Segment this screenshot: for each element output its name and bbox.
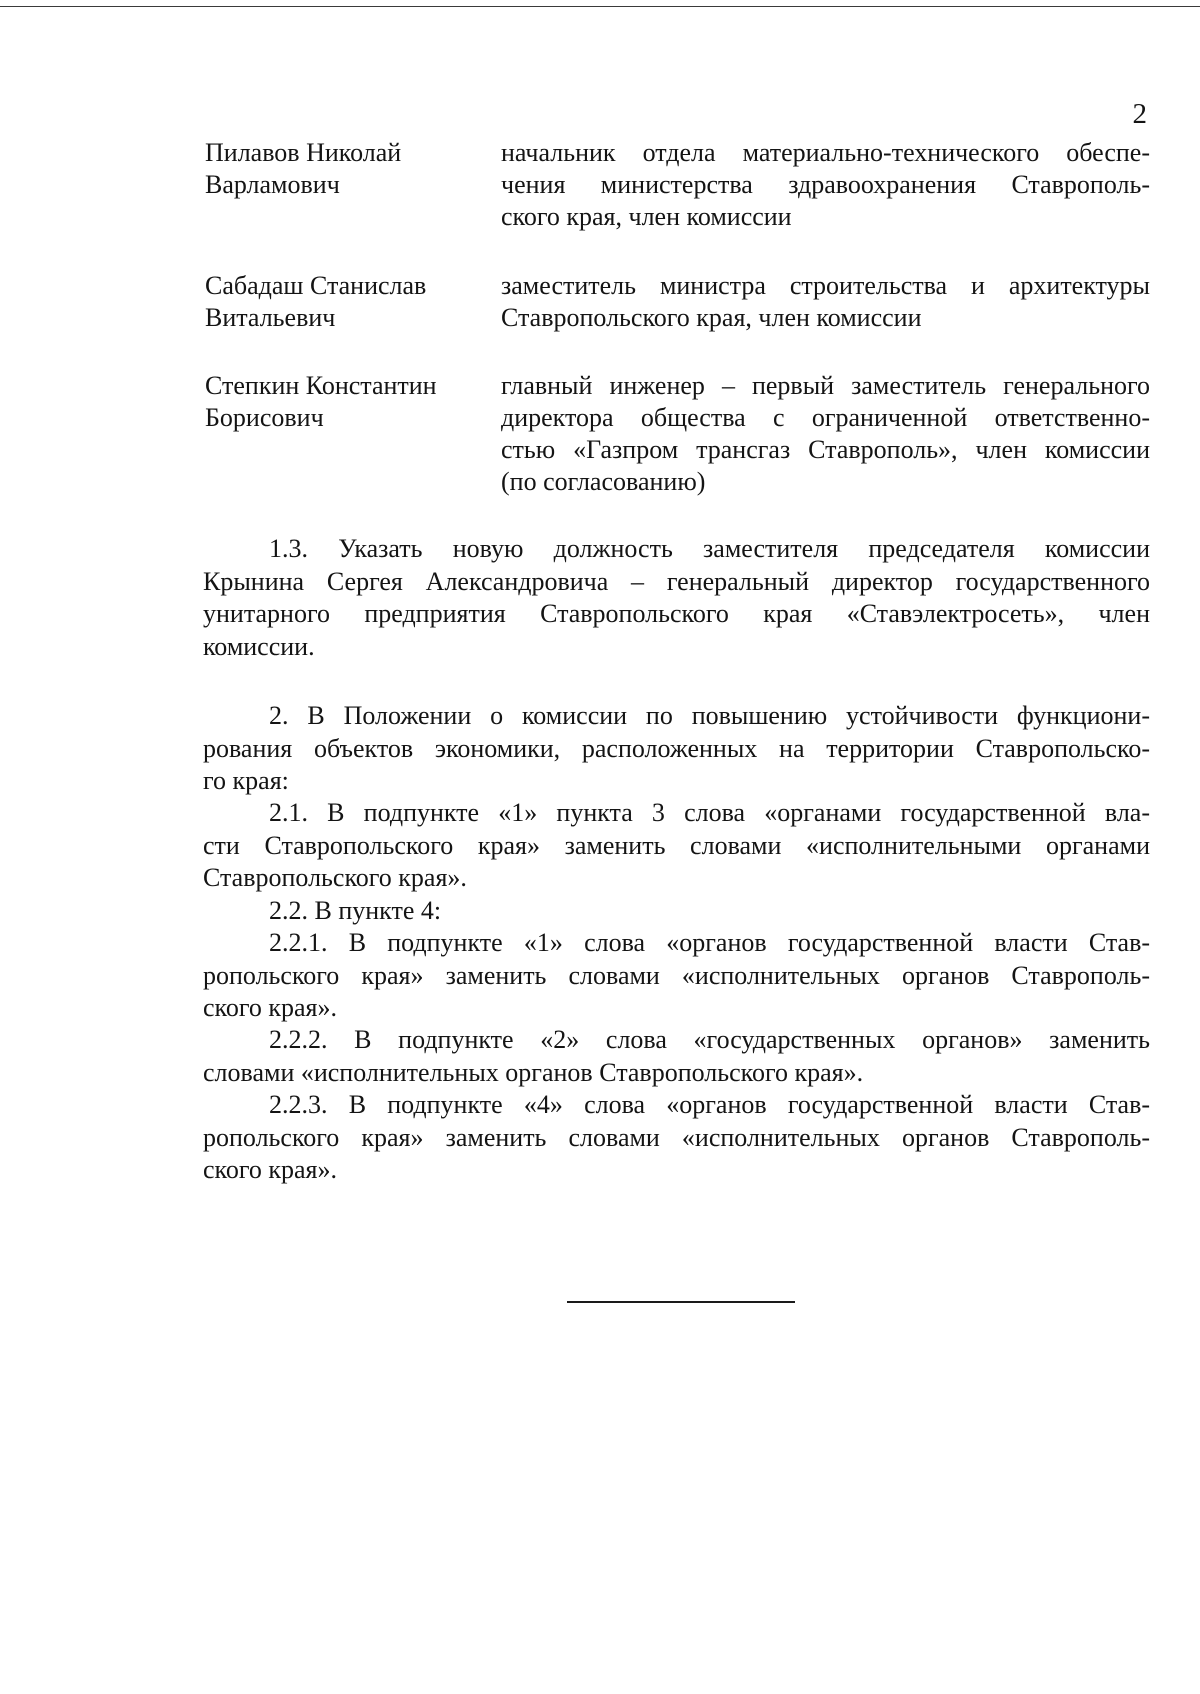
member-position <box>501 370 1150 498</box>
member-name-line: Степкин Константин <box>205 371 437 400</box>
paragraph-line: ропольского края» заменить словами «исполнительных органов Ставрополь- <box>203 960 1150 990</box>
paragraph-line: 2.2.3. В подпункте «4» слова «органов государственной власти Став- <box>269 1090 1150 1119</box>
paragraph-line: 2.2. В пункте 4: <box>269 896 442 925</box>
member-name <box>205 270 501 334</box>
member-position-line: заместитель министра строительства и архитектуры <box>501 271 1150 300</box>
paragraph-line: комиссии. <box>203 631 315 661</box>
member-position <box>501 137 1150 233</box>
page-number: 2 <box>1132 98 1147 130</box>
member-position <box>501 270 1150 334</box>
member-name-line: Пилавов Николай <box>205 138 402 167</box>
member-position-line: начальник отдела материально-технического обеспе- <box>501 138 1150 167</box>
paragraph-2 <box>203 700 1150 798</box>
paragraph-line: го края: <box>203 766 289 795</box>
commission-member <box>205 370 1150 498</box>
paragraph-2-1 <box>203 797 1150 895</box>
paragraph-line: Ставропольского края». <box>203 863 467 892</box>
paragraph-line: ского края». <box>203 1155 337 1184</box>
member-position-line: ского края, член комиссии <box>501 202 792 231</box>
member-name <box>205 137 501 233</box>
paragraph-line: 2.1. В подпункте «1» пункта 3 слова «органами государственной вла- <box>269 798 1150 827</box>
member-name-line: Варламович <box>205 170 340 199</box>
scan-top-edge-line <box>0 6 1200 7</box>
paragraph-line: сти Ставропольского края» заменить словами «исполнительными органами <box>203 830 1150 860</box>
paragraph-line: Крынина Сергея Александровича – генеральный директор государственного <box>203 566 1150 596</box>
commission-member <box>205 270 1150 334</box>
paragraph-2-2-1 <box>203 927 1150 1025</box>
member-position-line: главный инженер – первый заместитель генерального <box>501 371 1150 400</box>
member-position-line: Ставропольского края, член комиссии <box>501 303 922 332</box>
member-position-line: (по согласованию) <box>501 467 706 496</box>
member-name <box>205 370 501 498</box>
paragraph-line: словами «исполнительных органов Ставропольского края». <box>203 1057 864 1087</box>
paragraph-line: 1.3. Указать новую должность заместителя председателя комиссии <box>269 534 1150 563</box>
member-position-line: чения министерства здравоохранения Ставрополь- <box>501 170 1150 199</box>
paragraph-line: 2.2.1. В подпункте «1» слова «органов государственной власти Став- <box>269 928 1150 957</box>
member-name-line: Сабадаш Станислав <box>205 271 427 300</box>
paragraph-2-2 <box>203 895 1150 928</box>
paragraph-2-2-3 <box>203 1089 1150 1187</box>
paragraph-2-2-2 <box>203 1024 1150 1089</box>
paragraph-line: рования объектов экономики, расположенных на территории Ставропольско- <box>203 733 1150 763</box>
paragraph-1-3 <box>203 533 1150 663</box>
paragraph-line: 2.2.2. В подпункте «2» слова «государственных органов» заменить <box>269 1025 1150 1054</box>
paragraph-line: 2. В Положении о комиссии по повышению устойчивости функциони- <box>269 701 1150 730</box>
member-name-line: Витальевич <box>205 303 336 332</box>
paragraph-line: унитарного предприятия Ставропольского края «Ставэлектросеть», член <box>203 599 1150 628</box>
paragraph-line: ропольского края» заменить словами «исполнительных органов Ставрополь- <box>203 1122 1150 1152</box>
member-position-line: стью «Газпром трансгаз Ставрополь», член комиссии <box>501 435 1150 464</box>
document-end-line <box>567 1301 795 1303</box>
commission-member <box>205 137 1150 233</box>
member-position-line: директора общества с ограниченной ответственно- <box>501 403 1150 432</box>
member-name-line: Борисович <box>205 403 324 432</box>
paragraph-line: ского края». <box>203 993 337 1022</box>
